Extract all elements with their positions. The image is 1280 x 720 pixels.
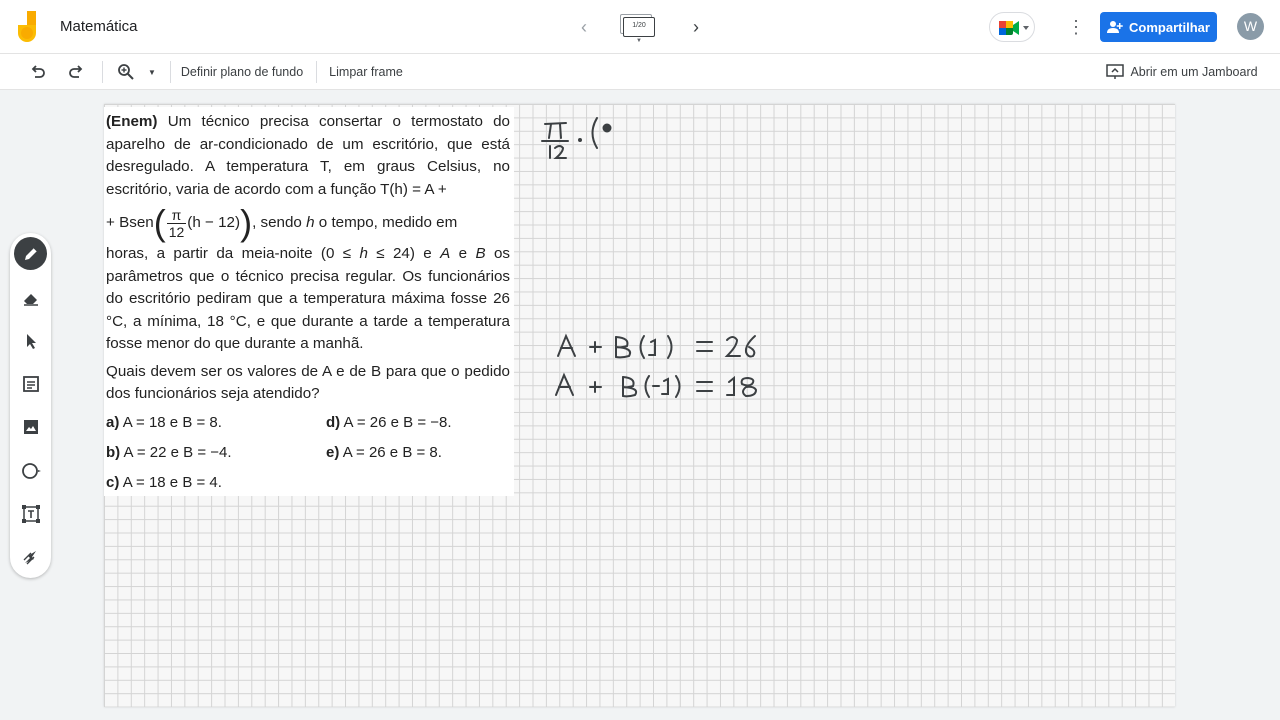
set-background-button[interactable]: Definir plano de fundo bbox=[180, 65, 304, 79]
meet-icon bbox=[990, 13, 1036, 43]
chevron-down-icon: ▼ bbox=[636, 38, 642, 44]
formula-close-paren: ) bbox=[240, 202, 253, 243]
text-box-tool[interactable] bbox=[14, 497, 47, 530]
laser-tool[interactable] bbox=[14, 540, 47, 573]
option-b: b) A = 22 e B = −4. bbox=[106, 443, 232, 461]
next-frame-button[interactable]: › bbox=[693, 17, 699, 37]
eraser-icon bbox=[22, 289, 40, 307]
formula-fraction-denominator: 12 bbox=[168, 223, 185, 240]
frame-counter-button[interactable] bbox=[620, 13, 658, 44]
divider bbox=[316, 61, 317, 83]
previous-frame-button[interactable]: ‹ bbox=[581, 17, 587, 37]
question-source: (Enem) bbox=[106, 113, 158, 130]
answer-options bbox=[106, 412, 510, 494]
jamboard-logo-icon bbox=[18, 11, 44, 43]
open-in-jamboard-button[interactable] bbox=[1106, 59, 1258, 85]
question-image[interactable] bbox=[104, 107, 514, 496]
share-button[interactable] bbox=[1100, 12, 1217, 42]
divider bbox=[102, 61, 103, 83]
sticky-note-tool[interactable] bbox=[14, 367, 47, 400]
app-title[interactable]: Matemática bbox=[60, 18, 138, 35]
shape-icon bbox=[21, 462, 41, 480]
more-options-icon[interactable]: ⋮ bbox=[1067, 17, 1085, 37]
shape-tool[interactable] bbox=[14, 454, 47, 487]
add-person-icon bbox=[1107, 20, 1123, 34]
option-a: a) A = 18 e B = 8. bbox=[106, 413, 222, 431]
redo-button[interactable] bbox=[64, 59, 88, 85]
clear-frame-button[interactable]: Limpar frame bbox=[329, 65, 403, 79]
pen-icon bbox=[22, 245, 40, 263]
question-continuation: horas, a partir da meia-noite (0 ≤ h ≤ 24) e A e B os parâmetros que o técnico precisa regular. Os funcionários do escritório pediram que a temperatura máxima fosse 26 °C, a mínima, 18 °C, e que durante a tarde a temperatura fosse menor do que durante a manhã. bbox=[106, 245, 510, 352]
laser-icon bbox=[22, 548, 40, 566]
option-c: c) A = 18 e B = 4. bbox=[106, 473, 222, 491]
zoom-dropdown-chevron-icon[interactable]: ▼ bbox=[148, 67, 156, 77]
sticky-note-icon bbox=[22, 375, 40, 393]
app-header bbox=[0, 0, 1280, 54]
frame-counter-label: 1/20 bbox=[632, 22, 646, 29]
formula-fraction bbox=[167, 207, 187, 240]
formula-prefix: + Bsen bbox=[106, 213, 154, 231]
toolbar bbox=[0, 54, 1280, 90]
option-d: d) A = 26 e B = −8. bbox=[326, 413, 452, 431]
open-in-jamboard-icon bbox=[1106, 64, 1124, 80]
undo-icon bbox=[30, 64, 46, 80]
image-icon bbox=[22, 418, 40, 436]
tool-rail bbox=[10, 233, 51, 578]
question-intro bbox=[106, 111, 510, 201]
formula-continuation-start: , sendo h o tempo, medido em bbox=[252, 213, 458, 231]
question-intro-text: Um técnico precisa consertar o termostato do aparelho de ar-condicionado de um escritório, que está desregulado. A temperatura T, em graus Celsius, no escritório, varia de acordo com a função T(h) = A + bbox=[106, 113, 510, 198]
meet-button[interactable] bbox=[989, 12, 1035, 42]
formula-suffix: (h − 12) bbox=[187, 213, 241, 231]
text-box-icon bbox=[21, 504, 41, 524]
divider bbox=[170, 61, 171, 83]
pen-tool[interactable] bbox=[14, 237, 47, 270]
zoom-button[interactable] bbox=[114, 59, 138, 85]
formula-open-paren: ( bbox=[153, 202, 166, 243]
open-in-jamboard-label: Abrir em um Jamboard bbox=[1130, 65, 1258, 79]
avatar[interactable]: W bbox=[1237, 13, 1264, 40]
image-tool[interactable] bbox=[14, 410, 47, 443]
redo-icon bbox=[68, 64, 84, 80]
select-tool[interactable] bbox=[14, 324, 47, 357]
formula-line bbox=[106, 201, 510, 245]
zoom-in-icon bbox=[117, 63, 135, 81]
option-e: e) A = 26 e B = 8. bbox=[326, 443, 442, 461]
undo-button[interactable] bbox=[26, 59, 50, 85]
select-icon bbox=[22, 332, 40, 350]
eraser-tool[interactable] bbox=[14, 281, 47, 314]
share-label: Compartilhar bbox=[1129, 19, 1210, 35]
formula-fraction-numerator: π bbox=[167, 207, 187, 224]
question-prompt: Quais devem ser os valores de A e de B para que o pedido dos funcionários seja atendido? bbox=[106, 362, 510, 402]
